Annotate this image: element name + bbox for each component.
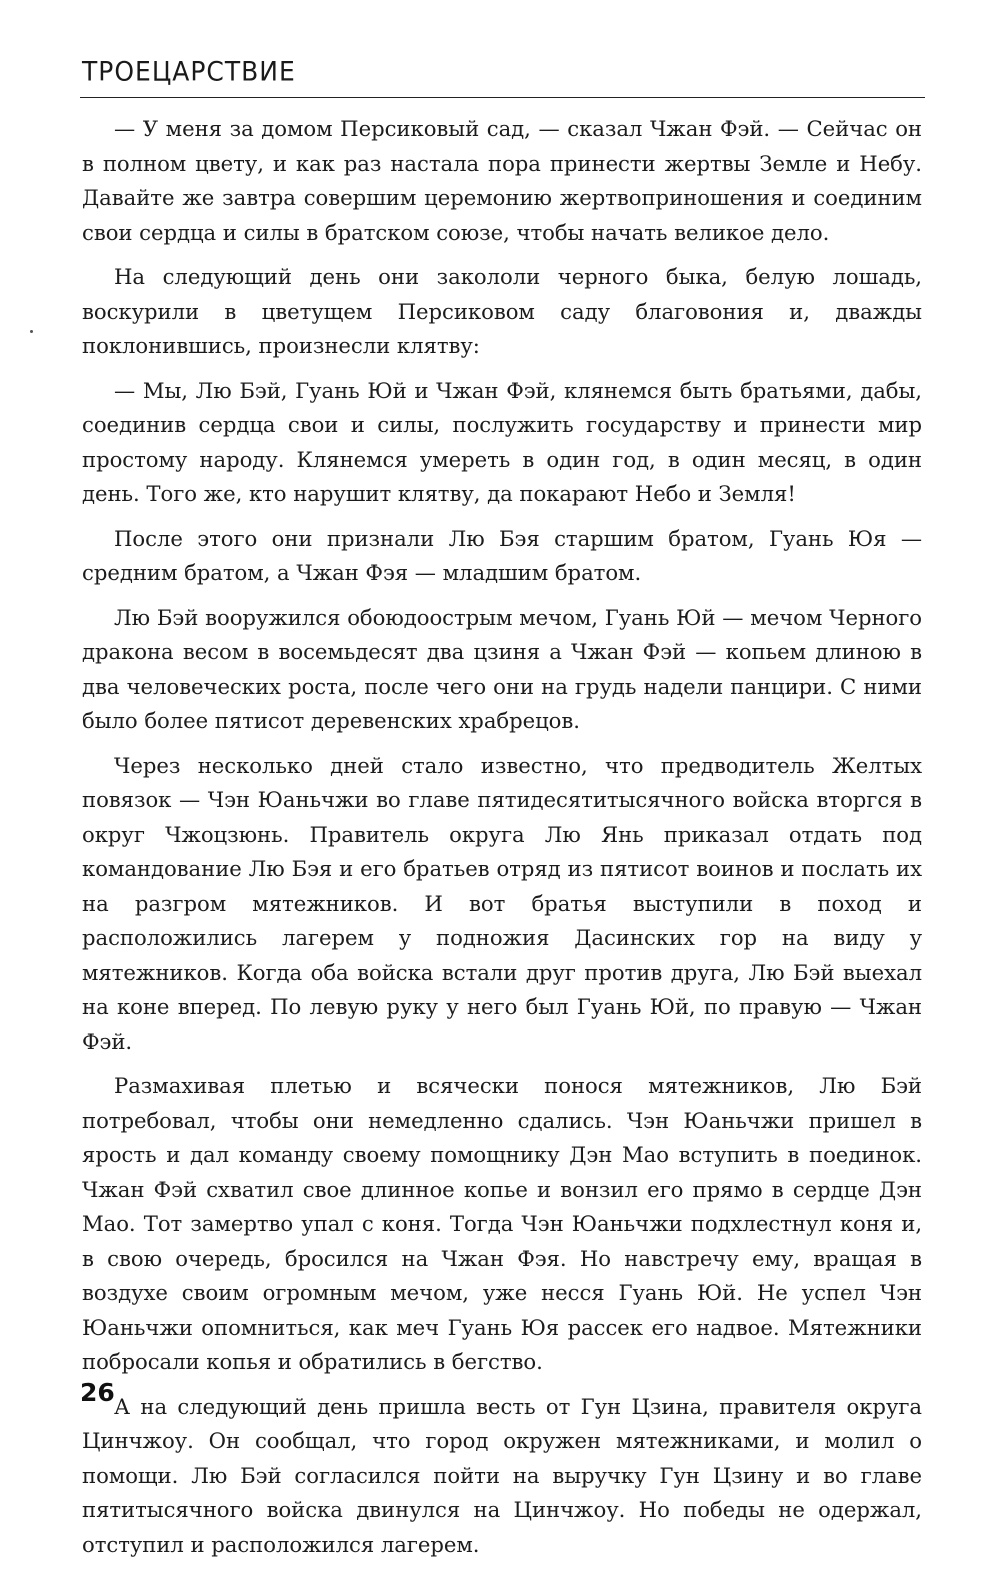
paragraph: А на следующий день пришла весть от Гун Цзина, правителя округа Цинчжоу. Он сообщал, что город окружен мятежниками, и молил о помощи. Лю Бэй согласился пойти на выручку Гун Цзину и во главе пятитысячного войска двинулся на Цинчжоу. Но победы не одержал, отступил и расположился лагерем. [82,1393,922,1557]
paragraph: После этого они признали Лю Бэя старшим братом, Гуань Юя — средним братом, а Чжан Фэя — младшим братом. [82,525,922,585]
paragraph: Через несколько дней стало известно, что предводитель Желтых повязок — Чэн Юаньчжи во главе пятидесятитысячного войска вторгся в округ Чжоцзюнь. Правитель округа Лю Янь приказал отдать под командование Лю Бэя и его братьев отряд из пятисот воинов и послать их на разгром мятежников. И вот братья выступили в поход и расположились лагерем у подножия Дасинских гор на виду у мятежников. Когда оба войска встали друг против друга, Лю Бэй выехал на коне вперед. По левую руку у него был Гуань Юй, по правую — Чжан Фэй. [82,752,922,1054]
paragraph: — Мы, Лю Бэй, Гуань Юй и Чжан Фэй, клянемся быть братьями, дабы, соединив сердца свои и силы, послужить государству и принести мир простому народу. Клянемся умереть в один год, в один месяц, в один день. Того же, кто нарушит клятву, да покарают Небо и Земля! [82,377,922,506]
running-title: ТРОЕЦАРСТВИЕ [82,56,296,87]
page-number: 26 [80,1378,115,1407]
paragraph: Размахивая плетью и всячески понося мятежников, Лю Бэй потребовал, чтобы они немедленно сдались. Чэн Юаньчжи пришел в ярость и дал команду своему помощнику Дэн Мао вступить в поединок. Чжан Фэй схватил свое длинное копье и вонзил его прямо в сердце Дэн Мао. Тот замертво упал с коня. Тогда Чэн Юаньчжи подхлестнул коня и, в свою очередь, бросился на Чжан Фэя. Но навстречу ему, вращая в воздухе своим огромным мечом, уже несся Гуань Юй. Не успел Чэн Юаньчжи опомниться, как меч Гуань Юя рассек его надвое. Мятежники побросали копья и обратились в бегство. [82,1073,922,1374]
paragraph: Лю Бэй вооружился обоюдоострым мечом, Гуань Юй — мечом Черного дракона весом в восемьдесят два цзиня а Чжан Фэй — копьем длиною в два человеческих роста, после чего они на грудь надели панцири. С ними было более пятисот деревенских храбрецов. [82,604,922,733]
scan-speck [30,330,33,333]
paragraph: На следующий день они закололи черного быка, белую лошадь, воскурили в цветущем Персиковом саду благовония и, дважды поклонившись, произнесли клятву: [82,264,922,358]
paragraph: — У меня за домом Персиковый сад, — сказал Чжан Фэй. — Сейчас он в полном цвету, и как раз настала пора принести жертвы Земле и Небу. Давайте же завтра совершим церемонию жертвоприношения и соединим свои сердца и силы в братском союзе, чтобы начать великое дело. [82,116,922,245]
body-text [82,112,922,1572]
running-header [80,55,925,98]
